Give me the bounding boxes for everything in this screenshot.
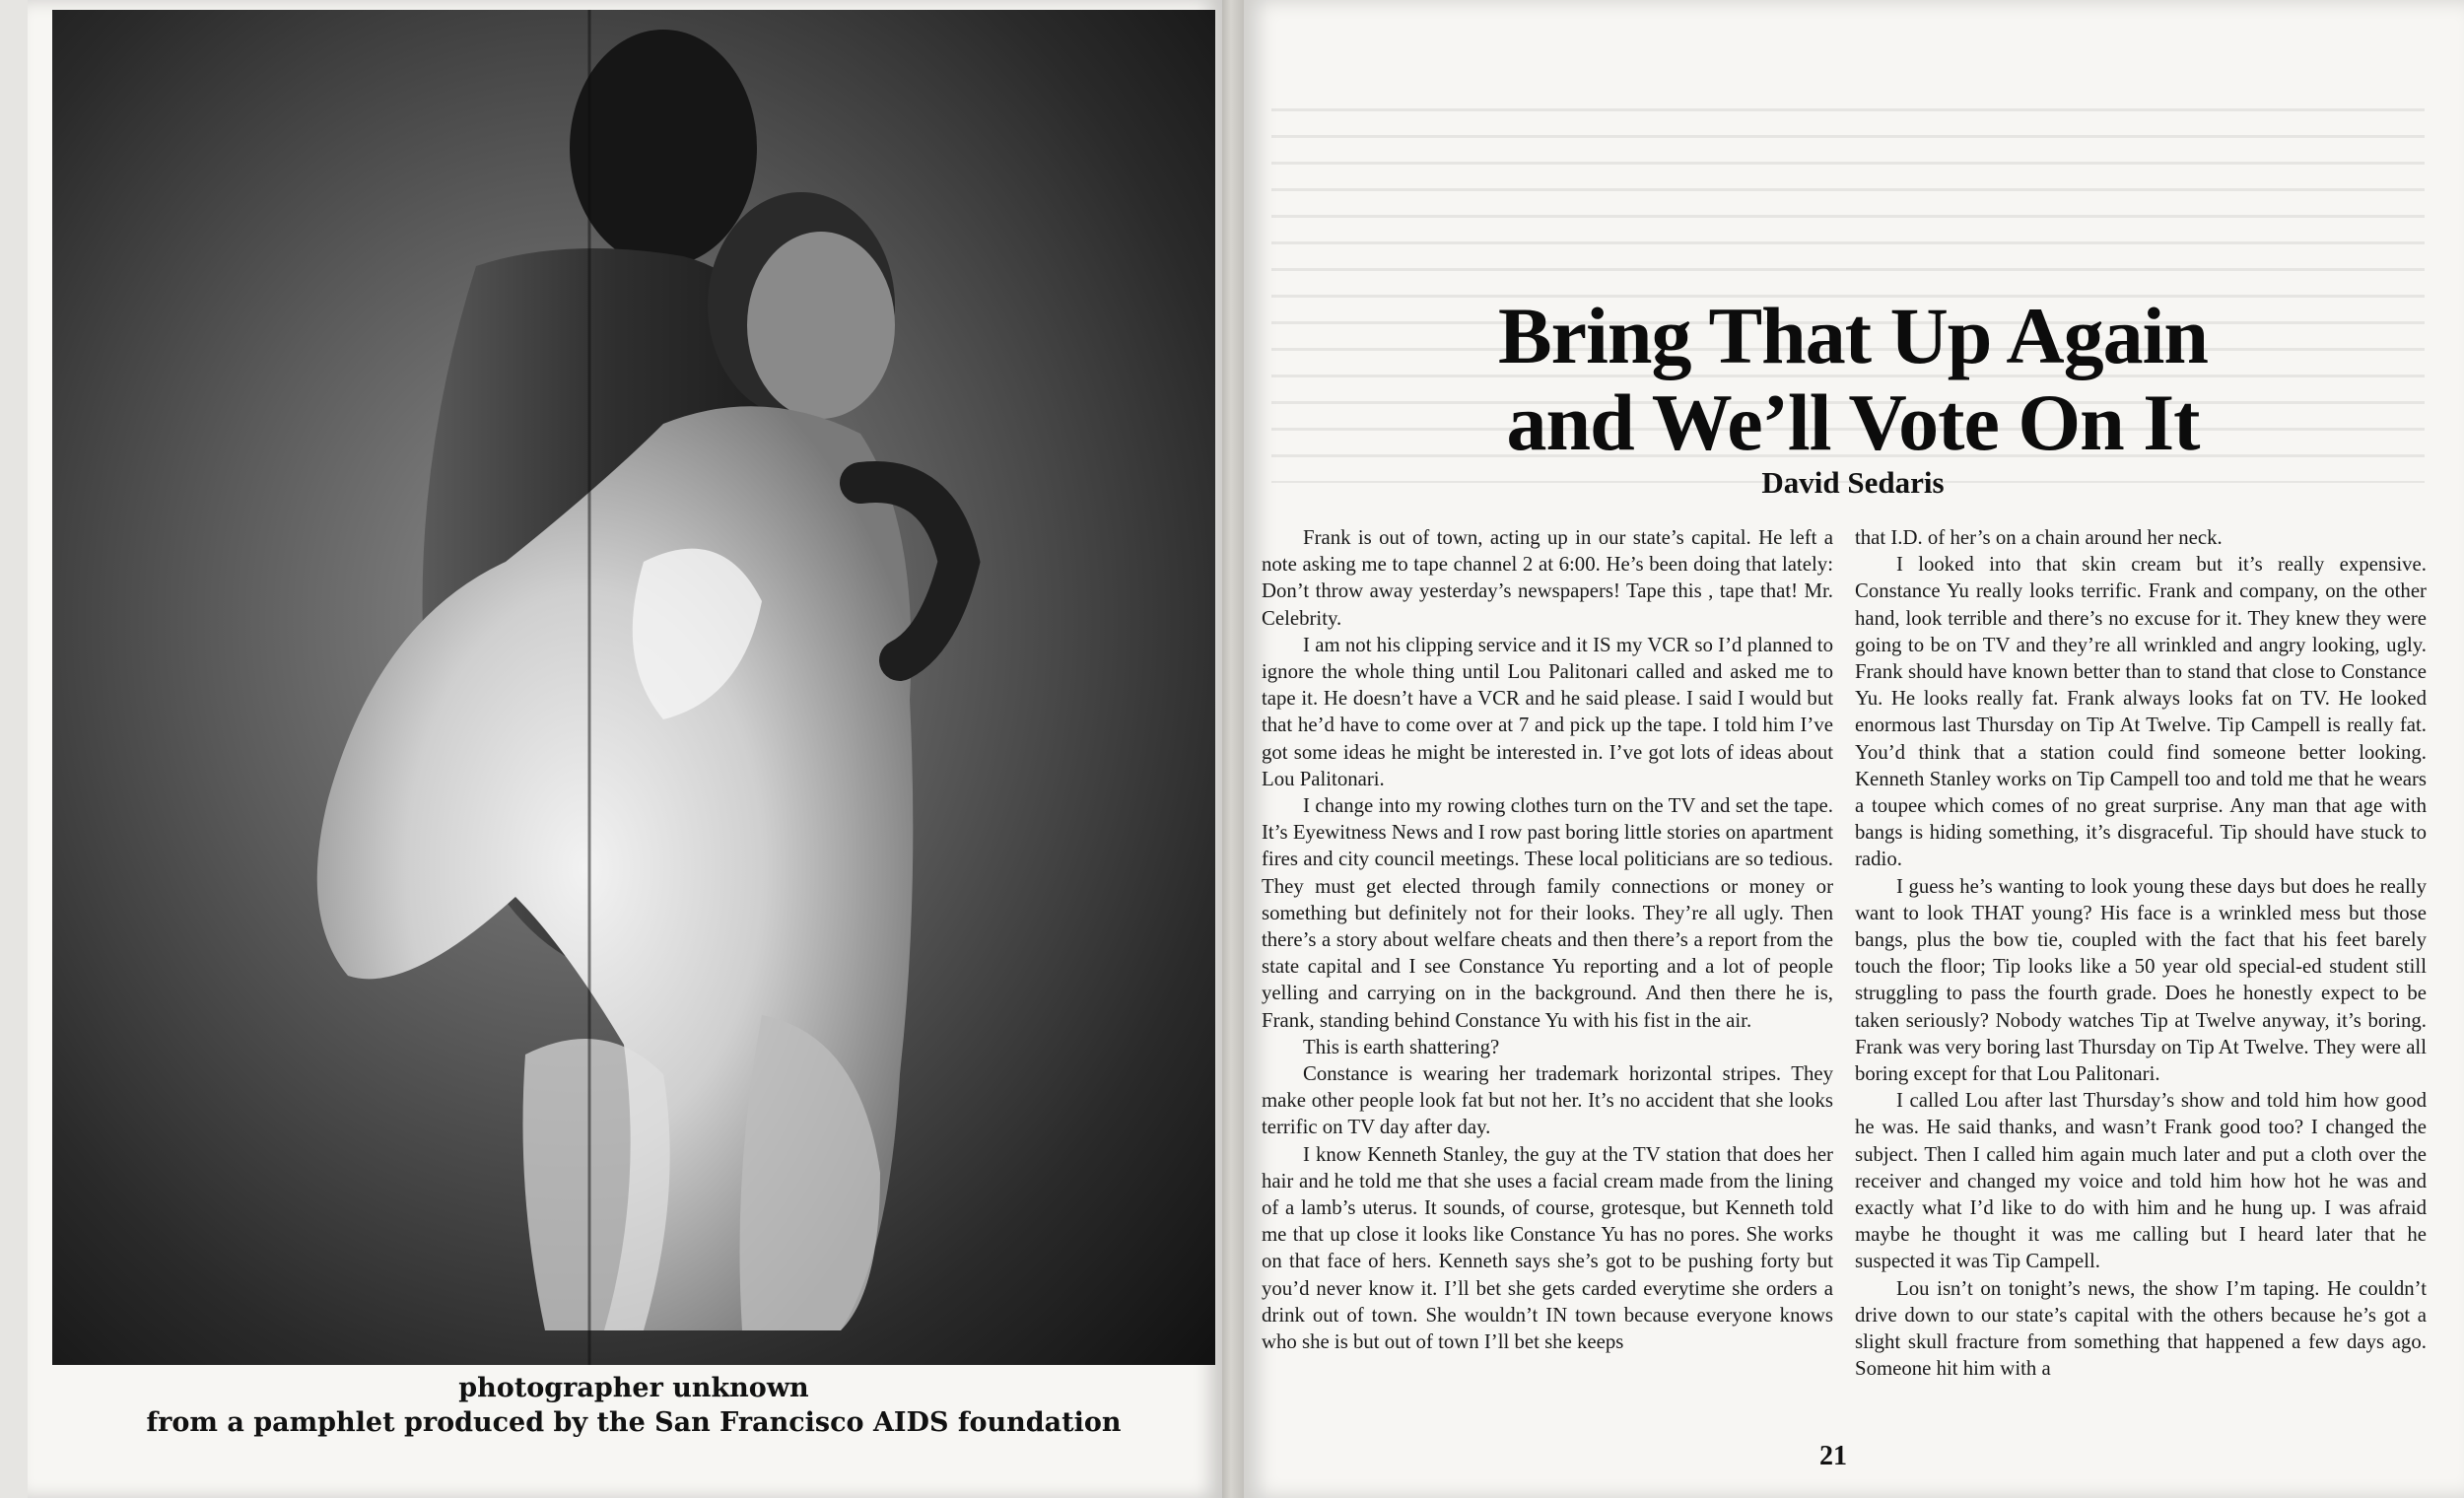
- paragraph: I called Lou after last Thursday’s show and told him how good he was. He said thanks, and wasn’t Frank good too? I changed the subject. Then I called him again much later and put a cloth over the receiver and changed my voice and told him how hot he was and exactly what I’d like to do with him and he hung up. I was afraid maybe he thought it was me calling but I heard later that he suspected it was Tip Campell.: [1855, 1089, 2427, 1273]
- photograph-figures: [52, 10, 1215, 1365]
- paragraph: This is earth shattering?: [1303, 1035, 1500, 1058]
- paragraph: I change into my rowing clothes turn on the TV and set the tape. It’s Eyewitness News and I row past boring little stories on apartment fires and city council meetings. These local politicians are so tedious. They must get elected through family connections or money or something but definitely not for their looks. They’re all ugly. Then there’s a story about welfare cheats and then there’s a report from the state capital and I see Constance Yu reporting and a lot of people yelling and carrying on in the background. And then there he is, Frank, standing behind Constance Yu with his fist in the air.: [1262, 794, 1833, 1032]
- article-column-1: [1262, 524, 1833, 1355]
- paragraph: I know Kenneth Stanley, the guy at the TV station that does her hair and he told me that she uses a facial cream made from the lining of a lamb’s uterus. It sounds, of course, grotesque, but Kenneth told me that up close it looks like Constance Yu has no pores. She works on that face of hers. Kenneth says she’s got to be pushing forty but you’d never know it. I’ll bet she gets carded everytime she orders a drink out of town. She wouldn’t IN town because everyone knows who she is but out of town I’ll bet she keeps: [1262, 1142, 1833, 1354]
- page-number: 21: [1819, 1441, 1847, 1471]
- paragraph: I am not his clipping service and it IS my VCR so I’d planned to ignore the whole thing until Lou Palitonari called and asked me to tape it. He doesn’t have a VCR and he said please. I said I would but that he’d have to come over at 7 and pick up the tape. I told him I’ve got some ideas he might be interested in. I’ve got lots of ideas about Lou Palitonari.: [1262, 633, 1833, 790]
- article-column-2: [1855, 524, 2427, 1383]
- article-title-line-2: and We’ll Vote On It: [1506, 377, 2200, 467]
- article-title-line-1: Bring That Up Again: [1497, 291, 2208, 380]
- author-byline: David Sedaris: [1761, 465, 1945, 500]
- paragraph: Lou isn’t on tonight’s news, the show I’m taping. He couldn’t drive down to our state’s capital with the others because he’s got a slight skull fracture from something that happened a few days ago. Someone hit him with a: [1855, 1276, 2427, 1381]
- paragraph: Frank is out of town, acting up in our state’s capital. He left a note asking me to tape channel 2 at 6:00. He’s been doing that lately: Don’t throw away yesterday’s newspapers! Tape this , tape that! Mr. Celebrity.: [1262, 526, 1833, 630]
- book-gutter: [1222, 0, 1244, 1498]
- paragraph: I guess he’s wanting to look young these days but does he really want to look THAT young? His face is a wrinkled mess but those bangs, plus the bow tie, coupled with the fact that his feet barely touch the floor; Tip looks like a 50 year old special-ed student still struggling to pass the fourth grade. Does he honestly expect to be taken seriously? Nobody watches Tip at Twelve anyway, it’s boring. Frank was very boring last Thursday on Tip At Twelve. They were all boring except for that Lou Palitonari.: [1855, 874, 2427, 1086]
- paragraph: I looked into that skin cream but it’s really expensive. Constance Yu really looks terrific. Frank and company, on the other hand, look terrible and there’s no excuse for it. They knew they were going to be on TV and they’re all wrinkled and angry looking, ugly. Frank should have known better than to stand that close to Constance Yu. He looks really fat. Frank always looks fat on TV. He looked enormous last Thursday on Tip At Twelve. Tip Campell is really fat. You’d think that a station could find someone better looking. Kenneth Stanley works on Tip Campell too and told me that he wears a toupee which comes of no great surprise. Any man that age with bangs is hiding something, it’s disgraceful. Tip should have stuck to radio.: [1855, 553, 2427, 871]
- photo-source: from a pamphlet produced by the San Francisco AIDS foundation: [146, 1407, 1122, 1438]
- paragraph: Constance is wearing her trademark horizontal stripes. They make other people look fat but not her. It’s no accident that she looks terrific on TV day after day.: [1262, 1062, 1833, 1139]
- paragraph: that I.D. of her’s on a chain around her neck.: [1855, 526, 2223, 549]
- photo-credit: photographer unknown: [458, 1373, 809, 1403]
- photograph: [52, 10, 1215, 1365]
